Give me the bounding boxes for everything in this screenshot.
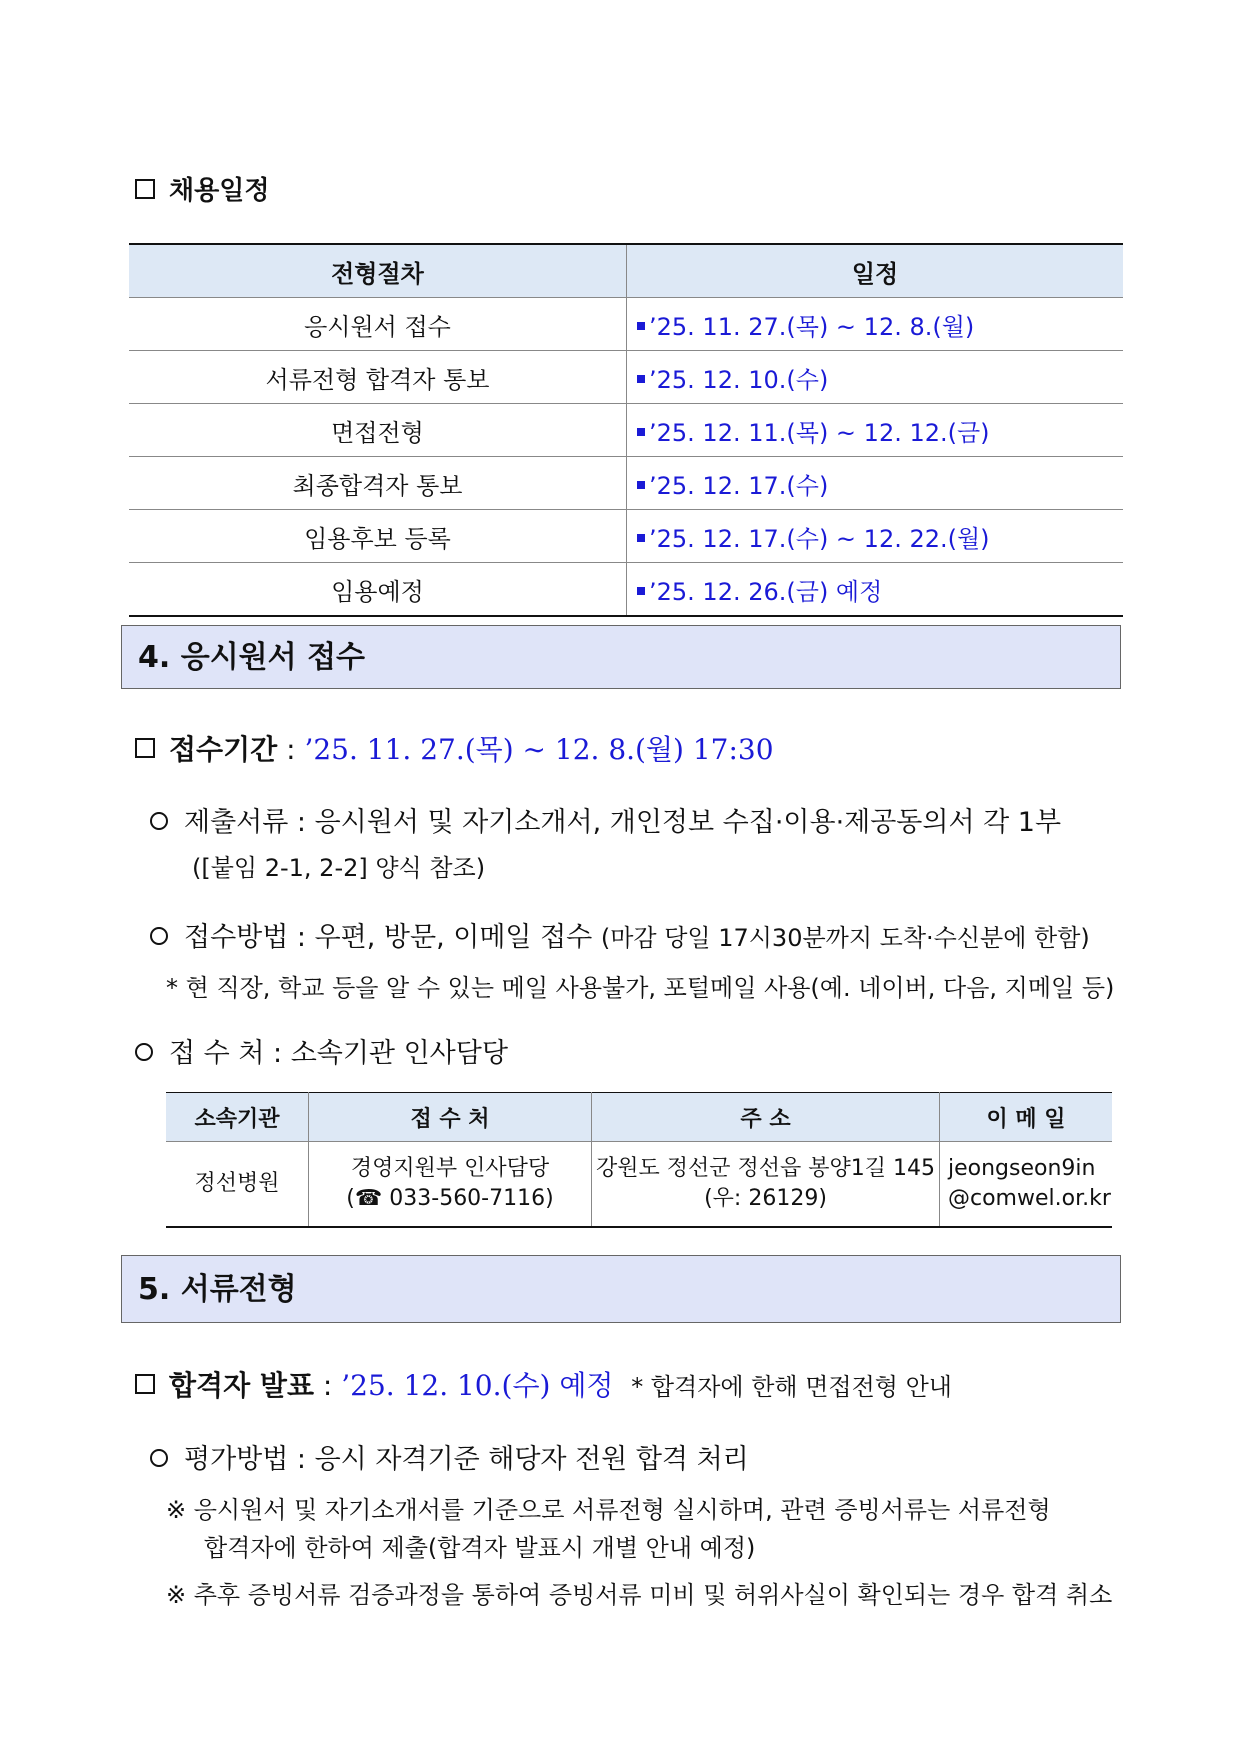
- method-value: 우편, 방문, 이메일 접수: [314, 922, 593, 953]
- date-cell: ’25. 11. 27.(목) ~ 12. 8.(월): [627, 298, 1124, 351]
- org-cell: 정선병원: [166, 1142, 309, 1228]
- circle-bullet-icon: [135, 1043, 153, 1061]
- period-line: 접수기간 : ’25. 11. 27.(목) ∼ 12. 8.(월) 17:30: [135, 728, 774, 768]
- section4-banner: [121, 625, 1121, 689]
- step-cell: 서류전형 합격자 통보: [129, 351, 627, 404]
- table-row: [166, 1142, 1112, 1228]
- office-label: 접 수 처: [169, 1038, 265, 1069]
- header-step: 전형절차: [129, 244, 627, 298]
- table-row: [129, 563, 1123, 617]
- method-label: 접수방법: [184, 922, 289, 953]
- circle-bullet-icon: [150, 927, 168, 945]
- step-cell: 응시원서 접수: [129, 298, 627, 351]
- step-cell: 임용후보 등록: [129, 510, 627, 563]
- schedule-table: [129, 243, 1123, 617]
- square-bullet-icon: [637, 587, 645, 595]
- header-org: 소속기관: [166, 1093, 309, 1142]
- table-row: [129, 404, 1123, 457]
- date-cell: ’25. 12. 17.(수) ~ 12. 22.(월): [627, 510, 1124, 563]
- date-cell: ’25. 12. 11.(목) ~ 12. 12.(금): [627, 404, 1124, 457]
- method-footnote: * 현 직장, 학교 등을 알 수 있는 메일 사용불가, 포털메일 사용(예. 네이버, 다음, 지메일 등): [166, 974, 1115, 1002]
- email-cell[interactable]: [940, 1142, 1113, 1228]
- schedule-header-row: [129, 244, 1123, 298]
- docs-note: ([붙임 2-1, 2-2] 양식 참조): [192, 854, 486, 882]
- docs-line: 제출서류 : 응시원서 및 자기소개서, 개인정보 수집·이용·제공동의서 각 1부: [150, 800, 1061, 839]
- eval-label: 평가방법: [184, 1444, 289, 1475]
- checkbox-square-icon: [135, 1374, 155, 1394]
- address-cell: [592, 1142, 940, 1228]
- section5-banner: [121, 1255, 1121, 1323]
- square-bullet-icon: [637, 322, 645, 330]
- note2: ※ 추후 증빙서류 검증과정을 통하여 증빙서류 미비 및 허위사실이 확인되는 경우 합격 취소: [166, 1581, 1113, 1609]
- checkbox-square-icon: [135, 738, 155, 758]
- square-bullet-icon: [637, 534, 645, 542]
- eval-value: 응시 자격기준 해당자 전원 합격 처리: [314, 1444, 749, 1475]
- header-address: 주 소: [592, 1093, 940, 1142]
- address-text: 강원도 정선군 정선읍 봉양1길 145: [596, 1156, 935, 1181]
- checkbox-square-icon: [135, 179, 155, 199]
- period-label: 접수기간: [169, 733, 278, 766]
- circle-bullet-icon: [150, 812, 168, 830]
- dept-text: 경영지원부 인사담당: [350, 1156, 550, 1181]
- section4-title: 4. 응시원서 접수: [138, 640, 366, 675]
- table-row: [129, 298, 1123, 351]
- step-cell: 임용예정: [129, 563, 627, 617]
- table-row: [129, 510, 1123, 563]
- announce-line: 합격자 발표 : ’25. 12. 10.(수) 예정 * 합격자에 한해 면접전형 안내: [135, 1364, 952, 1404]
- schedule-heading: [135, 170, 269, 207]
- header-dept: 접 수 처: [309, 1093, 592, 1142]
- email-part2[interactable]: @comwel.or.kr: [948, 1186, 1111, 1211]
- date-cell: ’25. 12. 26.(금) 예정: [627, 563, 1124, 617]
- period-value: ’25. 11. 27.(목) ∼ 12. 8.(월) 17:30: [304, 733, 774, 766]
- table-row: [129, 457, 1123, 510]
- docs-value: 응시원서 및 자기소개서, 개인정보 수집·이용·제공동의서 각 1부: [314, 807, 1062, 838]
- dept-cell: [309, 1142, 592, 1228]
- header-email: 이 메 일: [940, 1093, 1113, 1142]
- step-cell: 최종합격자 통보: [129, 457, 627, 510]
- docs-label: 제출서류: [184, 807, 289, 838]
- square-bullet-icon: [637, 375, 645, 383]
- announce-label: 합격자 발표: [169, 1369, 314, 1402]
- office-header-row: [166, 1093, 1112, 1142]
- square-bullet-icon: [637, 428, 645, 436]
- schedule-heading-text: 채용일정: [169, 176, 270, 206]
- office-value: 소속기관 인사담당: [290, 1038, 508, 1069]
- date-cell: ’25. 12. 17.(수): [627, 457, 1124, 510]
- office-table: [166, 1092, 1112, 1228]
- circle-bullet-icon: [150, 1449, 168, 1467]
- table-row: [129, 351, 1123, 404]
- date-cell: ’25. 12. 10.(수): [627, 351, 1124, 404]
- section5-title: 5. 서류전형: [138, 1272, 297, 1307]
- zip-text: (우: 26129): [704, 1186, 827, 1211]
- note1-line2: 합격자에 한하여 제출(합격자 발표시 개별 안내 예정): [204, 1534, 756, 1562]
- method-note: (마감 당일 17시30분까지 도착·수신분에 한함): [600, 924, 1090, 952]
- office-line: 접 수 처 : 소속기관 인사담당: [135, 1031, 508, 1070]
- note1-line1: ※ 응시원서 및 자기소개서를 기준으로 서류전형 실시하며, 관련 증빙서류는 서류전형: [166, 1496, 1051, 1524]
- announce-value: ’25. 12. 10.(수) 예정: [341, 1369, 614, 1402]
- announce-note: * 합격자에 한해 면접전형 안내: [631, 1373, 952, 1401]
- email-part1[interactable]: jeongseon9in: [948, 1156, 1096, 1181]
- eval-line: 평가방법 : 응시 자격기준 해당자 전원 합격 처리: [150, 1437, 749, 1476]
- phone-text: (☎ 033-560-7116): [346, 1186, 554, 1211]
- square-bullet-icon: [637, 481, 645, 489]
- header-date: 일정: [627, 244, 1124, 298]
- method-line: 접수방법 : 우편, 방문, 이메일 접수 (마감 당일 17시30분까지 도착·수신분에 한함): [150, 915, 1090, 954]
- step-cell: 면접전형: [129, 404, 627, 457]
